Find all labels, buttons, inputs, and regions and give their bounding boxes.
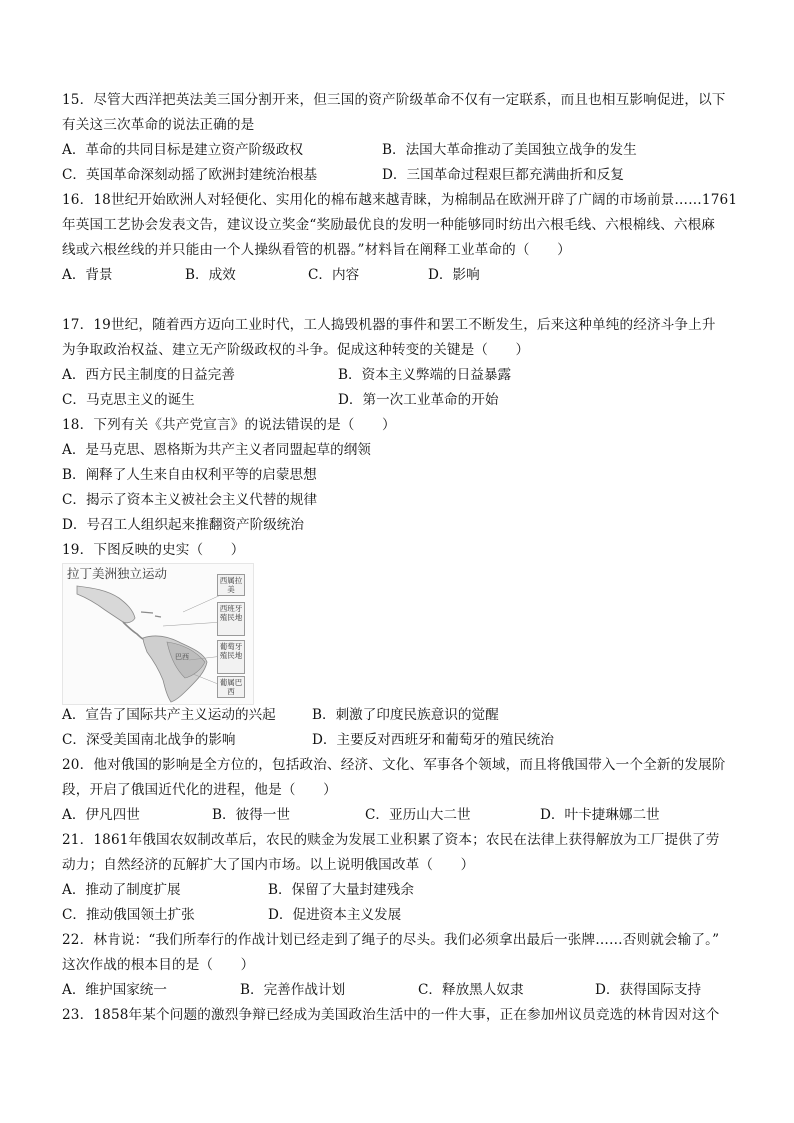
q20-stem-line2: 段，开启了俄国近代化的进程，他是（ ） <box>62 782 337 798</box>
q21-option-b[interactable]: B．保留了大量封建残余 <box>268 882 414 898</box>
q16-option-b[interactable]: B．成效 <box>185 267 236 283</box>
q20-option-a[interactable]: A．伊凡四世 <box>62 807 140 823</box>
q21-option-d[interactable]: D．促进资本主义发展 <box>268 907 402 923</box>
q19-stem-line1: 19．下图反映的史实（ ） <box>62 542 245 558</box>
q15-stem-line2: 有关这三次革命的说法正确的是 <box>62 117 255 133</box>
q17-option-b[interactable]: B．资本主义弊端的日益暴露 <box>338 367 512 383</box>
q18-stem-line1: 18．下列有关《共产党宣言》的说法错误的是（ ） <box>62 417 396 433</box>
q21-stem-line2: 动力；自然经济的瓦解扩大了国内市场。以上说明俄国改革（ ） <box>62 857 475 873</box>
legend-spanish-colony: 西班牙殖民地 <box>217 602 245 636</box>
map-title: 拉丁美洲独立运动 <box>67 566 168 581</box>
q20-option-d[interactable]: D．叶卡捷琳娜二世 <box>540 807 660 823</box>
q22-option-d[interactable]: D．获得国际支持 <box>595 982 702 998</box>
q22-stem-line1: 22．林肯说：“我们所奉行的作战计划已经走到了绳子的尽头。我们必须拿出最后一张牌……否则就会输了。” <box>62 932 720 948</box>
q17-stem-line2: 为争取政治权益、建立无产阶级政权的斗争。促成这种转变的关键是（ ） <box>62 342 530 358</box>
q15-stem-line1: 15．尽管大西洋把英法美三国分割开来，但三国的资产阶级革命不仅有一定联系，而且也相互影响促进，以下 <box>62 92 726 108</box>
map-label-brazil: 巴西 <box>175 653 189 661</box>
legend-portuguese-colony: 葡萄牙殖民地 <box>217 640 245 674</box>
q23-stem-line1: 23．1858年某个问题的激烈争辩已经成为美国政治生活中的一件大事，正在参加州议员竞选的林肯因对这个 <box>62 1007 720 1023</box>
legend-spanish-latam: 西属拉美 <box>217 574 245 596</box>
q15-option-c[interactable]: C．英国革命深刻动摇了欧洲封建统治根基 <box>62 167 318 183</box>
q15-option-a[interactable]: A．革命的共同目标是建立资产阶级政权 <box>62 142 303 158</box>
q17-option-a[interactable]: A．西方民主制度的日益完善 <box>62 367 235 383</box>
q16-option-a[interactable]: A．背景 <box>62 267 113 283</box>
q16-stem-line1: 16．18世纪开始欧洲人对轻便化、实用化的棉布越来越青睐，为棉制品在欧洲开辟了广阔的市场前景……1761 <box>62 192 738 208</box>
q20-stem-line1: 20．他对俄国的影响是全方位的，包括政治、经济、文化、军事各个领域，而且将俄国带入一个全新的发展阶 <box>62 757 726 773</box>
q19-option-b[interactable]: B．刺激了印度民族意识的觉醒 <box>312 707 499 723</box>
q16-stem-line2: 年英国工艺协会发表文告，建议设立奖金“奖励最优良的发明一种能够同时纺出六根毛线、六根棉线、六根麻 <box>62 217 716 233</box>
legend-portuguese-brazil: 葡属巴西 <box>217 676 245 698</box>
q17-stem-line1: 17．19世纪，随着西方迈向工业时代，工人捣毁机器的事件和罢工不断发生，后来这种单纯的经济斗争上升 <box>62 317 716 333</box>
q22-option-b[interactable]: B．完善作战计划 <box>240 982 346 998</box>
q21-stem-line1: 21．1861年俄国农奴制改革后，农民的赎金为发展工业积累了资本；农民在法律上获得解放为工厂提供了劳 <box>62 832 720 848</box>
q20-option-c[interactable]: C．亚历山大二世 <box>365 807 471 823</box>
q15-option-b[interactable]: B．法国大革命推动了美国独立战争的发生 <box>382 142 637 158</box>
q18-option-d[interactable]: D．号召工人组织起来推翻资产阶级统治 <box>62 517 304 533</box>
q15-option-d[interactable]: D．三国革命过程艰巨都充满曲折和反复 <box>382 167 624 183</box>
q16-stem-line3: 线或六根丝线的并只能由一个人操纵看管的机器。”材料旨在阐释工业革命的（ ） <box>62 242 571 258</box>
latin-america-map <box>62 563 254 705</box>
q22-stem-line2: 这次作战的根本目的是（ ） <box>62 957 255 973</box>
q16-option-c[interactable]: C．内容 <box>308 267 360 283</box>
q19-option-a[interactable]: A．宣告了国际共产主义运动的兴起 <box>62 707 276 723</box>
q22-option-a[interactable]: A．维护国家统一 <box>62 982 167 998</box>
q19-option-c[interactable]: C．深受美国南北战争的影响 <box>62 732 236 748</box>
q19-option-d[interactable]: D．主要反对西班牙和葡萄牙的殖民统治 <box>312 732 554 748</box>
q18-option-a[interactable]: A．是马克思、恩格斯为共产主义者同盟起草的纲领 <box>62 442 371 458</box>
q17-option-d[interactable]: D．第一次工业革命的开始 <box>338 392 499 408</box>
q22-option-c[interactable]: C．释放黑人奴隶 <box>418 982 524 998</box>
q21-option-c[interactable]: C．推动俄国领土扩张 <box>62 907 195 923</box>
q16-option-d[interactable]: D．影响 <box>428 267 480 283</box>
q18-option-b[interactable]: B．阐释了人生来自由权利平等的启蒙思想 <box>62 467 317 483</box>
q21-option-a[interactable]: A．推动了制度扩展 <box>62 882 181 898</box>
q18-option-c[interactable]: C．揭示了资本主义被社会主义代替的规律 <box>62 492 318 508</box>
q20-option-b[interactable]: B．彼得一世 <box>212 807 290 823</box>
q17-option-c[interactable]: C．马克思主义的诞生 <box>62 392 195 408</box>
